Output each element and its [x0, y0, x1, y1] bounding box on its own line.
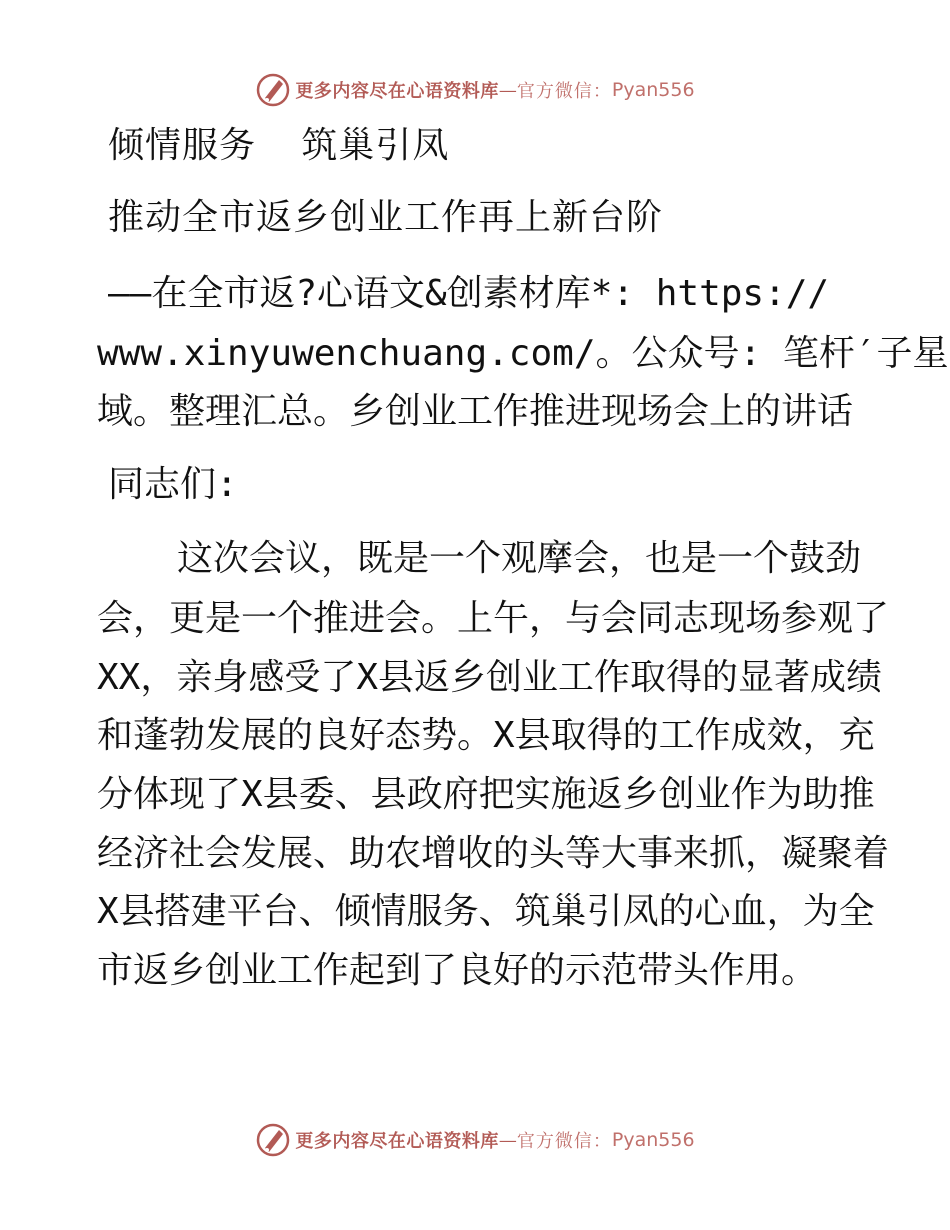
body-line: X县搭建平台、倾情服务、筑巢引凤的心血，为全 [97, 891, 875, 932]
salutation: 同志们: [108, 464, 238, 505]
doc-title-line-2: 推动全市返乡创业工作再上新台阶 [108, 197, 664, 238]
doc-subtitle-line-2: www.xinyuwenchuang.com/。公众号: 笔杆′子星 [97, 333, 949, 374]
watermark-wechat-label: 官方微信： [516, 81, 612, 102]
body-line: 经济社会发展、助农增收的头等大事来抓，凝聚着 [97, 833, 890, 874]
body-line: 这次会议，既是一个观摩会，也是一个鼓劲 [177, 538, 862, 579]
body-line: XX，亲身感受了X县返乡创业工作取得的显著成绩 [97, 657, 883, 698]
watermark-dash: — [498, 1129, 517, 1151]
doc-title-line-1: 倾情服务 筑巢引凤 [108, 125, 450, 166]
watermark-dash: — [498, 79, 517, 101]
watermark-main-text: 更多内容尽在心语资料库 [295, 81, 499, 102]
watermark-wechat-id: Pyan556 [611, 79, 695, 101]
pen-logo-icon [255, 72, 291, 108]
body-line: 会，更是一个推进会。上午，与会同志现场参观了 [97, 598, 890, 639]
watermark-banner-top [0, 70, 950, 110]
body-line: 市返乡创业工作起到了良好的示范带头作用。 [97, 950, 818, 991]
watermark-banner-bottom [0, 1120, 950, 1160]
doc-subtitle-line-1: ——在全市返?心语文&创素材库*: https:// [108, 273, 830, 314]
watermark-main-text: 更多内容尽在心语资料库 [295, 1131, 499, 1152]
doc-subtitle-line-3: 域。整理汇总。乡创业工作推进现场会上的讲话 [97, 391, 854, 432]
body-line: 和蓬勃发展的良好态势。X县取得的工作成效，充 [97, 715, 875, 756]
pen-logo-icon [255, 1122, 291, 1158]
watermark-wechat-id: Pyan556 [611, 1129, 695, 1151]
watermark-wechat-label: 官方微信： [516, 1131, 612, 1152]
body-line: 分体现了X县委、县政府把实施返乡创业作为助推 [97, 774, 875, 815]
